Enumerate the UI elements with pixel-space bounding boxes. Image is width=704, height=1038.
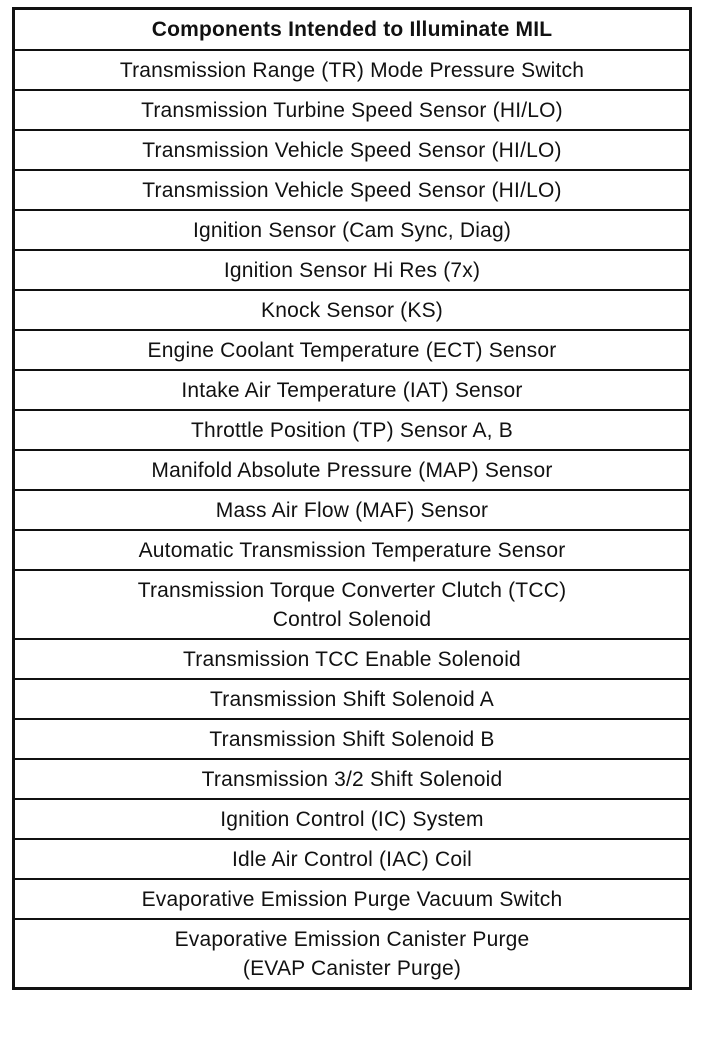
table-cell: Transmission Shift Solenoid B [14,719,691,759]
table-cell: Idle Air Control (IAC) Coil [14,839,691,879]
table-row [14,490,691,530]
table-cell: Ignition Sensor (Cam Sync, Diag) [14,210,691,250]
table-row [14,250,691,290]
table-cell [14,570,691,639]
table-cell [14,919,691,989]
table-row [14,50,691,90]
table-row [14,450,691,490]
table-cell: Transmission Range (TR) Mode Pressure Switch [14,50,691,90]
table-row [14,719,691,759]
mil-components-table-container [12,7,692,990]
table-cell: Engine Coolant Temperature (ECT) Sensor [14,330,691,370]
table-cell: Transmission TCC Enable Solenoid [14,639,691,679]
table-row [14,330,691,370]
table-row [14,170,691,210]
table-cell: Knock Sensor (KS) [14,290,691,330]
table-cell-line: Evaporative Emission Canister Purge [174,927,530,951]
table-row [14,839,691,879]
table-row [14,639,691,679]
table-cell: Intake Air Temperature (IAT) Sensor [14,370,691,410]
table-row [14,130,691,170]
table-cell: Transmission Turbine Speed Sensor (HI/LO) [14,90,691,130]
table-row [14,530,691,570]
table-row [14,799,691,839]
table-cell: Manifold Absolute Pressure (MAP) Sensor [14,450,691,490]
table-cell: Automatic Transmission Temperature Sensor [14,530,691,570]
table-row [14,210,691,250]
table-cell: Transmission Vehicle Speed Sensor (HI/LO) [14,130,691,170]
table-cell: Transmission Shift Solenoid A [14,679,691,719]
table-header-row [14,9,691,51]
table-row [14,759,691,799]
table-cell: Evaporative Emission Purge Vacuum Switch [14,879,691,919]
table-row [14,919,691,989]
mil-components-table [12,7,692,990]
table-row [14,90,691,130]
table-cell-line: (EVAP Canister Purge) [242,956,462,980]
table-row [14,410,691,450]
table-row [14,370,691,410]
table-row [14,570,691,639]
table-cell: Throttle Position (TP) Sensor A, B [14,410,691,450]
table-cell: Ignition Sensor Hi Res (7x) [14,250,691,290]
table-row [14,879,691,919]
table-cell-line: Control Solenoid [272,607,432,631]
table-cell: Transmission 3/2 Shift Solenoid [14,759,691,799]
table-cell: Mass Air Flow (MAF) Sensor [14,490,691,530]
table-cell-line: Transmission Torque Converter Clutch (TCC) [137,578,567,602]
table-cell: Ignition Control (IC) System [14,799,691,839]
table-cell: Transmission Vehicle Speed Sensor (HI/LO) [14,170,691,210]
table-header: Components Intended to Illuminate MIL [14,9,691,51]
table-row [14,290,691,330]
table-row [14,679,691,719]
